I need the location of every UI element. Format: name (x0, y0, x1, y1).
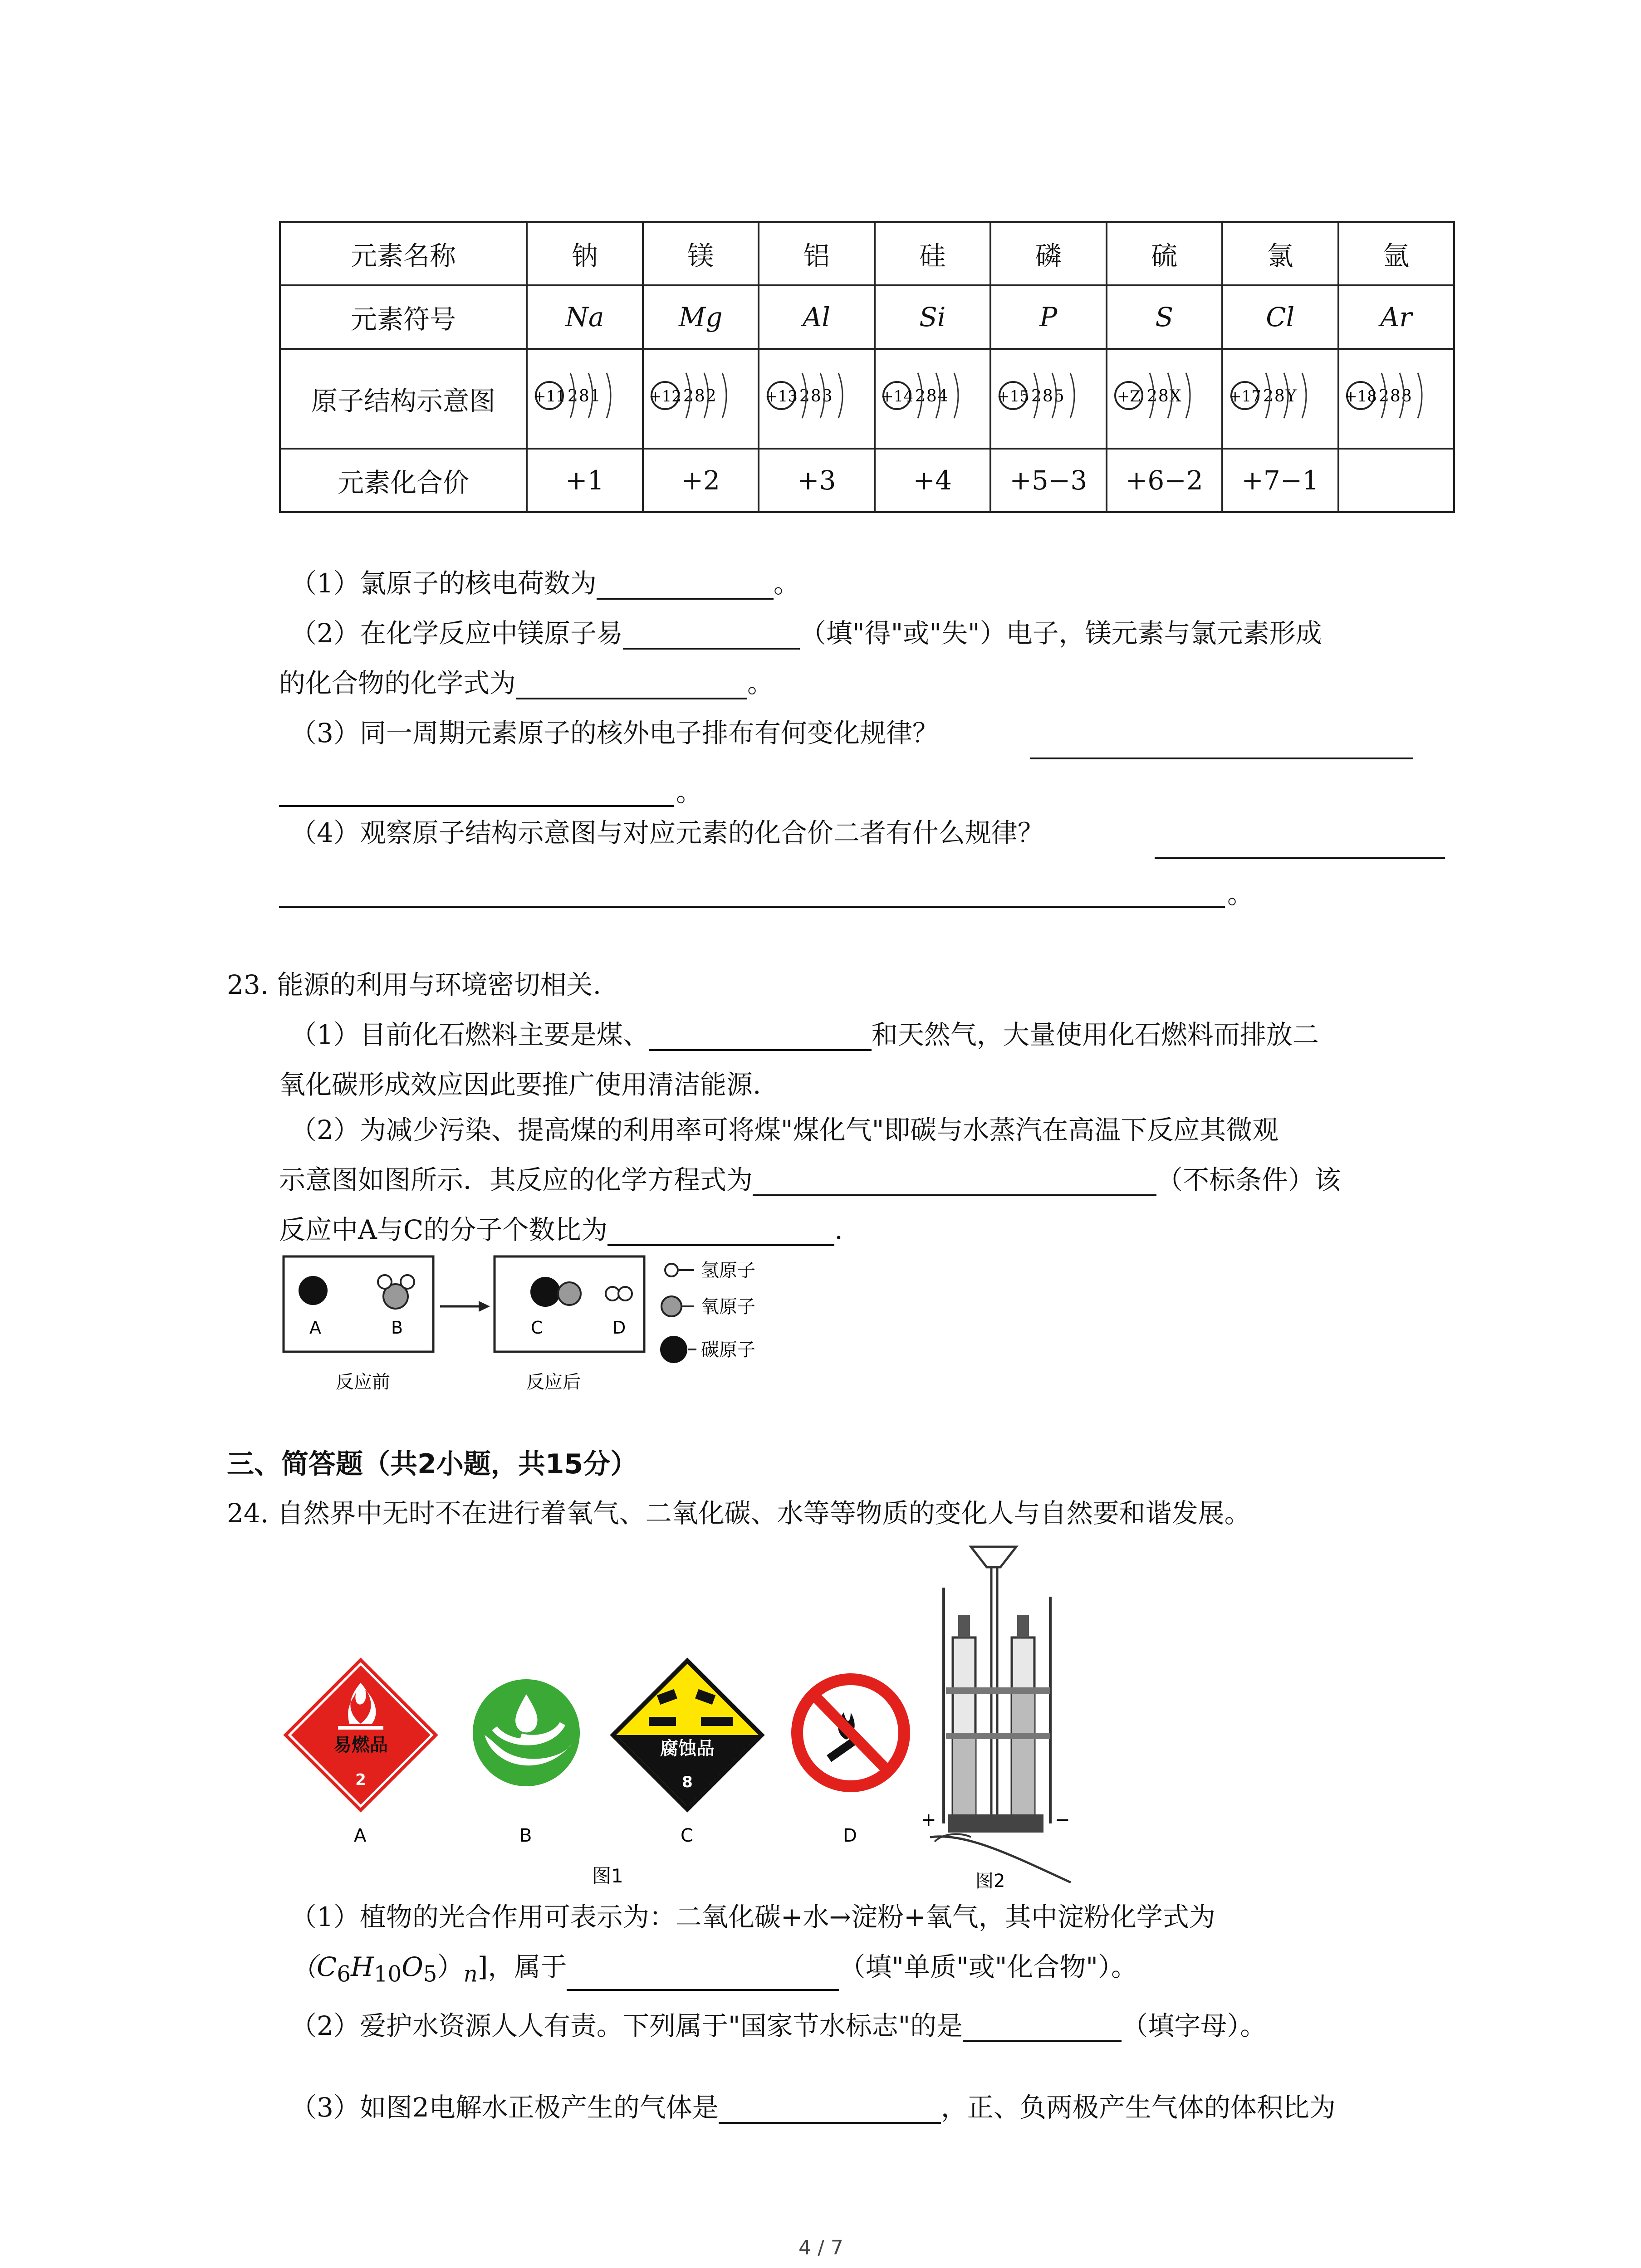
q23-title: 23. 能源的利用与环境密切相关. (227, 969, 602, 1000)
shell-electrons: 282 (683, 387, 717, 406)
q24-title: 24. 自然界中无时不在进行着氧气、二氧化碳、水等等物质的变化人与自然要和谐发展。 (227, 1498, 1251, 1529)
symbol-cell: Si (875, 285, 991, 349)
figure1-signs (272, 1656, 926, 1892)
electron-shell-icon (1070, 373, 1074, 418)
answer-blank[interactable] (963, 2013, 1122, 2042)
valence-cell: +7−1 (1222, 449, 1338, 512)
answer-blank[interactable] (279, 805, 674, 807)
svg-text:2: 2 (355, 1771, 366, 1789)
symbol-cell: P (990, 285, 1107, 349)
structure-cell (759, 349, 875, 449)
label-a: A (309, 1318, 321, 1338)
hydrogen-atom (618, 1287, 632, 1300)
nucleus-charge: +13 (764, 387, 798, 406)
q22-part1: （1）氯原子的核电荷数为 。 (290, 568, 800, 599)
valence-cell: +2 (643, 449, 759, 512)
nucleus-charge: +Z (1117, 387, 1141, 406)
q22-part3-end: 。 (676, 777, 703, 807)
nucleus-charge: +18 (1344, 387, 1377, 406)
answer-blank[interactable] (516, 670, 747, 699)
shell-electrons: 284 (915, 387, 949, 406)
q24-part3: （3）如图2电解水正极产生的气体是 ，正、负两极产生气体的体积比为 (290, 2092, 1336, 2123)
oxygen-atom (558, 1282, 581, 1305)
legend-carbon (660, 1336, 687, 1363)
q23-part1: （1）目前化石燃料主要是煤、 和天然气，大量使用化石燃料而排放二 (290, 1019, 1319, 1050)
answer-blank[interactable] (719, 2095, 941, 2124)
answer-blank[interactable] (1155, 857, 1445, 859)
symbol-cell: Al (759, 285, 875, 349)
q22-part4: （4）观察原子结构示意图与对应元素的化合价二者有什么规律？ (290, 817, 1044, 848)
symbol-cell: Mg (643, 285, 759, 349)
before-box (284, 1256, 433, 1352)
q22-part2-cont: 的化合物的化学式为 。 (279, 668, 774, 699)
sign-b-water-saving (473, 1679, 580, 1786)
name-cell: 硫 (1107, 222, 1223, 285)
q22-part4-end: 。 (1227, 879, 1254, 909)
shell-electrons: 288 (1379, 387, 1413, 406)
before-label: 反应前 (336, 1372, 390, 1393)
nucleus-charge: +15 (996, 387, 1029, 406)
label-c: C (531, 1318, 543, 1338)
name-cell: 钠 (527, 222, 643, 285)
answer-blank[interactable] (753, 1167, 1156, 1196)
answer-blank[interactable] (607, 1217, 834, 1246)
valence-cell: +5−3 (990, 449, 1107, 512)
page-number: 4 / 7 (798, 2236, 843, 2259)
structure-cell (527, 349, 643, 449)
sign-c-corrosive (608, 1656, 767, 1814)
fig2-caption: 图2 (975, 1871, 1005, 1892)
symbol-cell: Ar (1338, 285, 1455, 349)
valence-cell: +6−2 (1107, 449, 1223, 512)
reaction-diagram (277, 1252, 867, 1402)
svg-text:易燃品: 易燃品 (333, 1735, 388, 1755)
q23-part2-cont2: 反应中A与C的分子个数比为 . (279, 1214, 843, 1245)
hydrogen-atom (401, 1275, 414, 1289)
structure-cell (990, 349, 1107, 449)
answer-blank[interactable] (649, 1022, 872, 1051)
structure-cell (1107, 349, 1223, 449)
name-cell: 硅 (875, 222, 991, 285)
structure-cell (875, 349, 991, 449)
legend-hydrogen-text: 氢原子 (701, 1260, 755, 1281)
hydrogen-atom (606, 1287, 619, 1300)
electron-shell-icon (1418, 373, 1422, 418)
answer-blank[interactable] (597, 571, 774, 600)
name-cell: 磷 (990, 222, 1107, 285)
section-title: 三、简答题（共2小题，共15分） (227, 1448, 638, 1480)
valence-cell: +4 (875, 449, 991, 512)
legend-carbon-text: 碳原子 (701, 1339, 755, 1360)
structure-cell (1222, 349, 1338, 449)
svg-text:腐蚀品: 腐蚀品 (660, 1738, 715, 1759)
q22-part2: （2）在化学反应中镁原子易 （填"得"或"失"）电子，镁元素与氯元素形成 (290, 618, 1322, 649)
shell-electrons: 285 (1031, 387, 1065, 406)
answer-blank[interactable] (1030, 758, 1413, 759)
figure2-electrolysis (921, 1542, 1116, 1892)
nucleus-charge: +12 (649, 387, 682, 406)
hydrogen-atom (378, 1275, 392, 1289)
valence-cell: +1 (527, 449, 643, 512)
arrow-head (479, 1301, 490, 1312)
legend-hydrogen (665, 1264, 678, 1276)
label-b: B (391, 1318, 403, 1338)
nucleus-charge: +14 (881, 387, 914, 406)
nucleus-charge: +11 (533, 387, 566, 406)
name-cell: 镁 (643, 222, 759, 285)
shell-electrons: 28X (1147, 387, 1182, 406)
name-cell: 铝 (759, 222, 875, 285)
q24-part1: （1）植物的光合作用可表示为：二氧化碳+水→淀粉+氧气，其中淀粉化学式为 (290, 1901, 1215, 1932)
label-d: D (612, 1318, 626, 1338)
answer-blank[interactable] (567, 1962, 839, 1991)
electron-shell-icon (954, 373, 958, 418)
structure-cell (1338, 349, 1455, 449)
electrode-minus: − (1055, 1809, 1070, 1830)
header-symbol: 元素符号 (280, 285, 527, 349)
q23-part1-cont: 氧化碳形成效应因此要推广使用清洁能源. (279, 1069, 761, 1100)
after-label: 反应后 (526, 1372, 581, 1393)
q23-part2-cont: 示意图如图所示．其反应的化学方程式为 （不标条件）该 (279, 1164, 1341, 1195)
symbol-cell: Cl (1222, 285, 1338, 349)
electrode-plus: + (921, 1809, 936, 1830)
header-structure: 原子结构示意图 (280, 349, 527, 449)
structure-cell (643, 349, 759, 449)
sign-label: C (681, 1825, 693, 1846)
sign-label: D (843, 1825, 857, 1846)
electron-shell-icon (607, 373, 611, 418)
symbol-cell: Na (527, 285, 643, 349)
answer-blank[interactable] (279, 906, 1225, 908)
electron-shell-icon (1186, 373, 1190, 418)
electron-shell-icon (838, 373, 843, 418)
symbol-cell: S (1107, 285, 1223, 349)
sign-label: A (354, 1825, 367, 1846)
header-name: 元素名称 (280, 222, 527, 285)
q24-part2: （2）爱护水资源人人有责。下列属于"国家节水标志"的是 （填字母）。 (290, 2010, 1267, 2041)
nucleus-charge: +17 (1228, 387, 1261, 406)
carbon-atom (530, 1277, 560, 1307)
answer-blank[interactable] (623, 621, 800, 650)
svg-text:8: 8 (682, 1773, 693, 1791)
element-table (279, 221, 1455, 513)
sign-d-no-fire (797, 1679, 904, 1786)
valence-cell: +3 (759, 449, 875, 512)
name-cell: 氯 (1222, 222, 1338, 285)
shell-electrons: 28Y (1263, 387, 1298, 406)
legend-oxygen (661, 1296, 681, 1316)
carbon-atom (299, 1276, 328, 1305)
fig1-caption: 图1 (592, 1865, 623, 1887)
q22-part3: （3）同一周期元素原子的核外电子排布有何变化规律？ (290, 718, 939, 748)
sign-a-flammable (281, 1656, 440, 1814)
header-valence: 元素化合价 (280, 449, 527, 512)
shell-electrons: 281 (567, 387, 602, 406)
electron-shell-icon (1302, 373, 1306, 418)
name-cell: 氩 (1338, 222, 1455, 285)
valence-cell (1338, 449, 1455, 512)
sign-label: B (519, 1825, 532, 1846)
electron-shell-icon (722, 373, 726, 418)
q24-part1-cont: $(C_6H_{10}O_5)_n$]，属于 （填"单质"或"化合物"）。 (290, 1950, 1137, 1991)
q23-part2: （2）为减少污染、提高煤的利用率可将煤"煤化气"即碳与水蒸汽在高温下反应其微观 (290, 1114, 1279, 1145)
legend-oxygen-text: 氧原子 (701, 1296, 755, 1317)
shell-electrons: 283 (799, 387, 833, 406)
